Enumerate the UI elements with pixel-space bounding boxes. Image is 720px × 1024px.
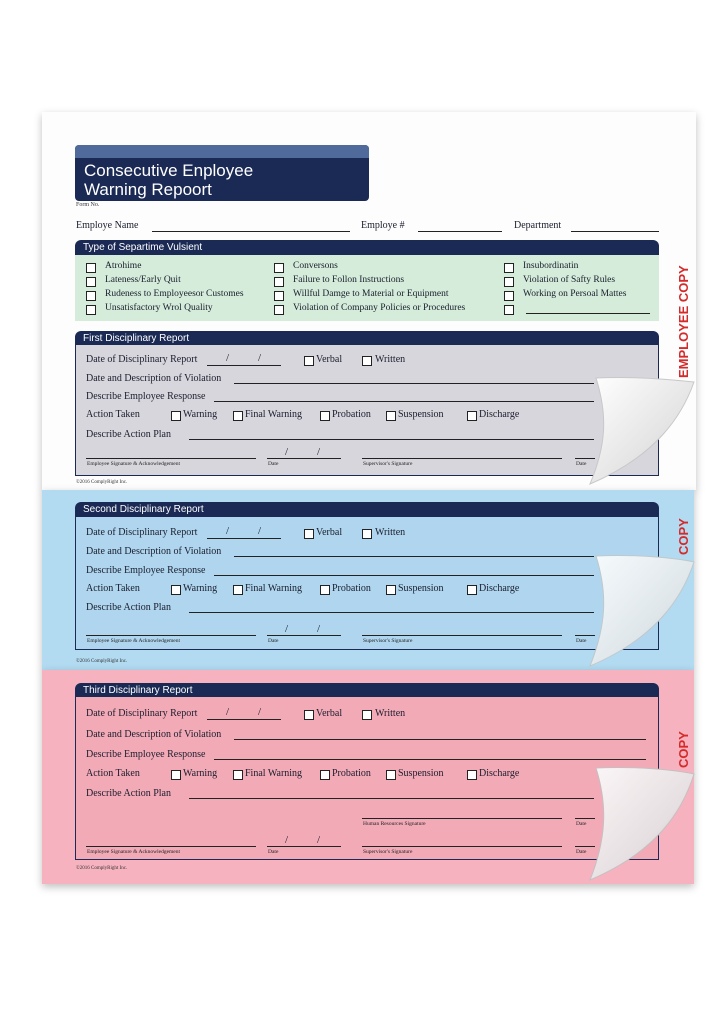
date-report-field[interactable] xyxy=(207,719,281,720)
action-taken-label: Action Taken xyxy=(86,583,140,594)
action-checkbox[interactable] xyxy=(233,411,243,421)
violation-checkbox[interactable] xyxy=(86,277,96,287)
action-label: Discharge xyxy=(479,768,520,779)
action-plan-field[interactable] xyxy=(189,439,594,440)
date-report-field[interactable] xyxy=(207,365,281,366)
date-label: Date xyxy=(268,849,279,855)
department-field[interactable] xyxy=(571,231,659,232)
hr-signature-label: Human Resources Signature xyxy=(363,821,426,827)
date-report-label: Date of Disciplinary Report xyxy=(86,708,198,719)
violation-description-field[interactable] xyxy=(234,556,594,557)
violation-checkbox[interactable] xyxy=(504,263,514,273)
date-slash: / xyxy=(258,525,262,537)
violation-checkbox[interactable] xyxy=(504,277,514,287)
page-curl-icon xyxy=(586,554,696,670)
date-label: Date xyxy=(268,638,279,644)
violation-label: Violation of Safty Rules xyxy=(523,275,616,285)
date-slash: / xyxy=(317,623,321,635)
copyright: ©2016 ComplyRight Inc. xyxy=(76,866,128,871)
date-slash: / xyxy=(258,352,262,364)
date-slash: / xyxy=(285,446,289,458)
supervisor-signature-field[interactable] xyxy=(362,846,562,847)
supervisor-signature-label: Supervisor's Signature xyxy=(363,461,413,467)
violation-other-field[interactable] xyxy=(526,313,650,314)
date-label: Date xyxy=(576,821,587,827)
action-label: Discharge xyxy=(479,583,520,594)
verbal-checkbox[interactable] xyxy=(304,710,314,720)
action-checkbox[interactable] xyxy=(386,411,396,421)
employee-name-label: Employe Name xyxy=(76,220,139,231)
written-label: Written xyxy=(375,708,406,719)
action-plan-field[interactable] xyxy=(189,798,594,799)
employee-response-field[interactable] xyxy=(214,575,594,576)
date-slash: / xyxy=(317,446,321,458)
action-checkbox[interactable] xyxy=(467,411,477,421)
violation-type-bar: Type of Separtime Vulsient xyxy=(75,240,659,255)
form-title-box xyxy=(75,145,369,201)
action-label: Warning xyxy=(183,409,218,420)
page-curl-icon xyxy=(586,376,696,490)
signature-date-field[interactable] xyxy=(267,635,341,636)
violation-label: Working on Persoal Mattes xyxy=(523,289,627,299)
first-report-bar: First Disciplinary Report xyxy=(75,331,659,346)
violation-checkbox[interactable] xyxy=(274,277,284,287)
employee-number-label: Employe # xyxy=(361,220,405,231)
action-label: Warning xyxy=(183,583,218,594)
violation-label: Failure to Follon Instructions xyxy=(293,275,405,285)
violation-description-label: Date and Description of Violation xyxy=(86,373,222,384)
employee-signature-label: Employee Signature & Acknowledgement xyxy=(87,461,181,467)
employee-signature-field[interactable] xyxy=(86,635,256,636)
action-checkbox[interactable] xyxy=(171,411,181,421)
verbal-label: Verbal xyxy=(316,708,343,719)
action-checkbox[interactable] xyxy=(467,585,477,595)
written-label: Written xyxy=(375,527,406,538)
verbal-checkbox[interactable] xyxy=(304,529,314,539)
action-label: Probation xyxy=(332,768,371,779)
hr-signature-field[interactable] xyxy=(362,818,562,819)
form-title: Consecutive Enployee Warning Repoort xyxy=(84,161,254,199)
date-slash: / xyxy=(258,706,262,718)
action-taken-label: Action Taken xyxy=(86,409,140,420)
violation-label: Conversons xyxy=(293,261,338,271)
title-band xyxy=(75,145,369,158)
action-checkbox[interactable] xyxy=(233,770,243,780)
action-checkbox[interactable] xyxy=(467,770,477,780)
action-checkbox[interactable] xyxy=(320,585,330,595)
action-checkbox[interactable] xyxy=(386,770,396,780)
pink-copy-label: COPY xyxy=(676,731,691,768)
third-report-bar: Third Disciplinary Report xyxy=(75,683,659,698)
employee-signature-field[interactable] xyxy=(86,846,256,847)
date-report-field[interactable] xyxy=(207,538,281,539)
employee-signature-field[interactable] xyxy=(86,458,256,459)
verbal-label: Verbal xyxy=(316,527,343,538)
action-checkbox[interactable] xyxy=(171,585,181,595)
action-label: Discharge xyxy=(479,409,520,420)
employee-name-field[interactable] xyxy=(152,231,350,232)
violation-checkbox[interactable] xyxy=(274,291,284,301)
signature-date-field[interactable] xyxy=(267,458,341,459)
violation-description-label: Date and Description of Violation xyxy=(86,546,222,557)
page-curl-icon xyxy=(586,766,696,884)
second-report-bar: Second Disciplinary Report xyxy=(75,502,659,517)
action-checkbox[interactable] xyxy=(386,585,396,595)
signature-date-field[interactable] xyxy=(267,846,341,847)
violation-checkbox[interactable] xyxy=(274,263,284,273)
action-label: Final Warning xyxy=(245,583,303,594)
employee-response-label: Describe Employee Response xyxy=(86,749,206,760)
violation-checkbox[interactable] xyxy=(86,263,96,273)
supervisor-signature-label: Supervisor's Signature xyxy=(363,849,413,855)
date-slash: / xyxy=(226,352,230,364)
employee-response-field[interactable] xyxy=(214,759,646,760)
date-label: Date xyxy=(576,849,587,855)
copyright: ©2016 ComplyRight Inc. xyxy=(76,480,128,485)
action-label: Probation xyxy=(332,583,371,594)
violation-label: Rudeness to Employeesor Customes xyxy=(105,289,244,299)
verbal-checkbox[interactable] xyxy=(304,356,314,366)
employee-response-field[interactable] xyxy=(214,401,594,402)
date-slash: / xyxy=(285,623,289,635)
supervisor-signature-field[interactable] xyxy=(362,458,562,459)
blue-copy-label: COPY xyxy=(676,518,691,555)
written-checkbox[interactable] xyxy=(362,710,372,720)
violation-checkbox[interactable] xyxy=(504,291,514,301)
action-plan-field[interactable] xyxy=(189,612,594,613)
action-plan-label: Describe Action Plan xyxy=(86,788,171,799)
date-label: Date xyxy=(576,461,587,467)
action-label: Final Warning xyxy=(245,768,303,779)
employee-response-label: Describe Employee Response xyxy=(86,391,206,402)
department-label: Department xyxy=(514,220,562,231)
date-label: Date xyxy=(576,638,587,644)
violation-label: Violation of Company Policies or Procedures xyxy=(293,303,466,313)
supervisor-signature-label: Supervisor's Signature xyxy=(363,638,413,644)
employee-signature-label: Employee Signature & Acknowledgement xyxy=(87,849,181,855)
form-number: Form No. xyxy=(76,202,100,208)
date-slash: / xyxy=(285,834,289,846)
violation-checkbox[interactable] xyxy=(86,305,96,315)
violation-checkbox[interactable] xyxy=(86,291,96,301)
action-label: Suspension xyxy=(398,768,444,779)
action-plan-label: Describe Action Plan xyxy=(86,429,171,440)
written-checkbox[interactable] xyxy=(362,529,372,539)
action-taken-label: Action Taken xyxy=(86,768,140,779)
violation-label: Insubordinatin xyxy=(523,261,579,271)
action-plan-label: Describe Action Plan xyxy=(86,602,171,613)
action-label: Suspension xyxy=(398,583,444,594)
action-label: Warning xyxy=(183,768,218,779)
violation-description-field[interactable] xyxy=(234,383,594,384)
action-checkbox[interactable] xyxy=(233,585,243,595)
verbal-label: Verbal xyxy=(316,354,343,365)
date-slash: / xyxy=(226,525,230,537)
written-checkbox[interactable] xyxy=(362,356,372,366)
violation-label: Willful Damge to Material or Equipment xyxy=(293,289,449,299)
violation-label: Unsatisfactory Wrol Quality xyxy=(105,303,213,313)
action-checkbox[interactable] xyxy=(320,411,330,421)
action-label: Probation xyxy=(332,409,371,420)
employee-copy-label: EMPLOYEE COPY xyxy=(676,265,691,378)
date-label: Date xyxy=(268,461,279,467)
date-report-label: Date of Disciplinary Report xyxy=(86,527,198,538)
action-label: Suspension xyxy=(398,409,444,420)
date-slash: / xyxy=(226,706,230,718)
action-checkbox[interactable] xyxy=(171,770,181,780)
violation-label: Atrohime xyxy=(105,261,142,271)
action-label: Final Warning xyxy=(245,409,303,420)
employee-signature-label: Employee Signature & Acknowledgement xyxy=(87,638,181,644)
date-report-label: Date of Disciplinary Report xyxy=(86,354,198,365)
violation-other-checkbox[interactable] xyxy=(504,305,514,315)
violation-checkbox[interactable] xyxy=(274,305,284,315)
action-checkbox[interactable] xyxy=(320,770,330,780)
employee-number-field[interactable] xyxy=(418,231,502,232)
employee-response-label: Describe Employee Response xyxy=(86,565,206,576)
violation-description-label: Date and Description of Violation xyxy=(86,729,222,740)
copyright: ©2016 ComplyRight Inc. xyxy=(76,659,128,664)
violation-description-field[interactable] xyxy=(234,739,646,740)
date-slash: / xyxy=(317,834,321,846)
supervisor-signature-field[interactable] xyxy=(362,635,562,636)
violation-label: Lateness/Early Quit xyxy=(105,275,181,285)
written-label: Written xyxy=(375,354,406,365)
